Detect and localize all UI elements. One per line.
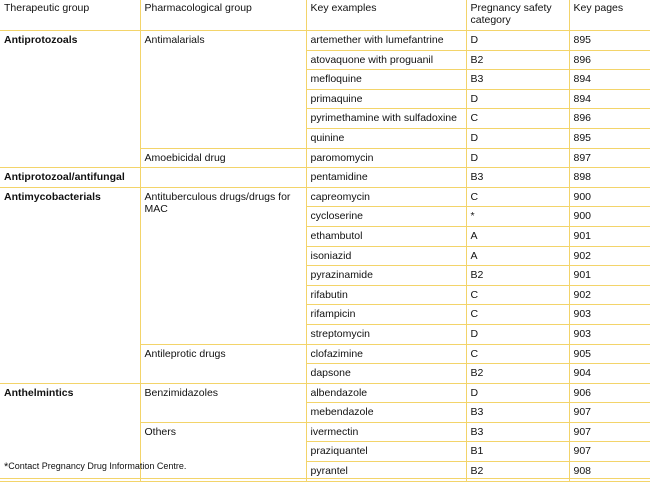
drug-cell: pentamidine: [306, 168, 466, 188]
category-cell: D: [466, 148, 569, 168]
page-cell: 907: [569, 442, 650, 462]
category-cell: D: [466, 128, 569, 148]
page-cell: 902: [569, 246, 650, 266]
page-cell: 905: [569, 344, 650, 364]
page-cell: 894: [569, 70, 650, 90]
category-cell: B2: [466, 462, 569, 482]
page-cell: 902: [569, 285, 650, 305]
page-cell: 897: [569, 148, 650, 168]
drug-cell: rifampicin: [306, 305, 466, 325]
drug-cell: quinine: [306, 128, 466, 148]
page-cell: 903: [569, 324, 650, 344]
drug-cell: pyrantel: [306, 462, 466, 482]
category-cell: A: [466, 226, 569, 246]
footnote-text: Contact Pregnancy Drug Information Centre.: [8, 461, 187, 471]
header-therapeutic-group: Therapeutic group: [0, 0, 140, 31]
drug-cell: dapsone: [306, 364, 466, 384]
category-cell: A: [466, 246, 569, 266]
drug-cell: paromomycin: [306, 148, 466, 168]
drug-cell: clofazimine: [306, 344, 466, 364]
category-cell: B1: [466, 442, 569, 462]
page-cell: 901: [569, 266, 650, 286]
category-cell: C: [466, 285, 569, 305]
category-cell: C: [466, 344, 569, 364]
page-cell: 901: [569, 226, 650, 246]
page-cell: 907: [569, 403, 650, 423]
drug-cell: pyrazinamide: [306, 266, 466, 286]
page-cell: 895: [569, 31, 650, 51]
drug-cell: albendazole: [306, 383, 466, 403]
category-cell: C: [466, 305, 569, 325]
drug-cell: mefloquine: [306, 70, 466, 90]
drug-cell: atovaquone with proguanil: [306, 50, 466, 70]
therapeutic-group-cell: Anthelmintics: [0, 383, 140, 481]
therapeutic-group-cell: Antiprotozoals: [0, 31, 140, 168]
page-cell: 898: [569, 168, 650, 188]
page-cell: 906: [569, 383, 650, 403]
drug-cell: streptomycin: [306, 324, 466, 344]
category-cell: B2: [466, 266, 569, 286]
pharmacological-group-cell: Antimalarials: [140, 31, 306, 149]
header-pregnancy-category: Pregnancy safety category: [466, 0, 569, 31]
header-pharmacological-group: Pharmacological group: [140, 0, 306, 31]
drug-cell: rifabutin: [306, 285, 466, 305]
pharmacological-group-cell: Others: [140, 422, 306, 481]
page-cell: 896: [569, 50, 650, 70]
page-cell: 900: [569, 187, 650, 207]
drug-cell: artemether with lumefantrine: [306, 31, 466, 51]
footnote-marker: *: [4, 461, 9, 473]
footnote: [4, 461, 186, 473]
table-header-row: [0, 0, 650, 31]
pharmacological-group-cell: Antituberculous drugs/drugs for MAC: [140, 187, 306, 344]
page-cell: 907: [569, 422, 650, 442]
page-cell: 894: [569, 89, 650, 109]
drug-cell: mebendazole: [306, 403, 466, 423]
category-cell: C: [466, 109, 569, 129]
category-cell: *: [466, 207, 569, 227]
category-cell: D: [466, 31, 569, 51]
drug-cell: ethambutol: [306, 226, 466, 246]
category-cell: B3: [466, 403, 569, 423]
pharmacological-group-cell-empty: [140, 168, 306, 188]
pharmacological-group-cell: Amoebicidal drug: [140, 148, 306, 168]
table-row: [0, 168, 650, 188]
table-row: [0, 31, 650, 51]
header-key-examples: Key examples: [306, 0, 466, 31]
table-row: [0, 383, 650, 403]
drug-cell: cycloserine: [306, 207, 466, 227]
category-cell: D: [466, 324, 569, 344]
drug-cell: primaquine: [306, 89, 466, 109]
category-cell: C: [466, 187, 569, 207]
page-cell: 903: [569, 305, 650, 325]
page-cell: 908: [569, 462, 650, 482]
category-cell: B2: [466, 50, 569, 70]
category-cell: D: [466, 383, 569, 403]
page-cell: 900: [569, 207, 650, 227]
page-cell: 904: [569, 364, 650, 384]
category-cell: B3: [466, 168, 569, 188]
table-row: [0, 187, 650, 207]
category-cell: D: [466, 89, 569, 109]
category-cell: B3: [466, 422, 569, 442]
drug-cell: pyrimethamine with sulfadoxine: [306, 109, 466, 129]
drug-cell: isoniazid: [306, 246, 466, 266]
header-key-pages: Key pages: [569, 0, 650, 31]
category-cell: B2: [466, 364, 569, 384]
therapeutic-group-cell: Antimycobacterials: [0, 187, 140, 383]
drug-cell: ivermectin: [306, 422, 466, 442]
pharmacological-group-cell: Benzimidazoles: [140, 383, 306, 422]
drug-cell: capreomycin: [306, 187, 466, 207]
therapeutic-group-cell: Antiprotozoal/antifungal: [0, 168, 140, 188]
category-cell: B3: [466, 70, 569, 90]
page-cell: 895: [569, 128, 650, 148]
page-cell: 896: [569, 109, 650, 129]
drug-cell: praziquantel: [306, 442, 466, 462]
pharmacological-group-cell: Antileprotic drugs: [140, 344, 306, 383]
